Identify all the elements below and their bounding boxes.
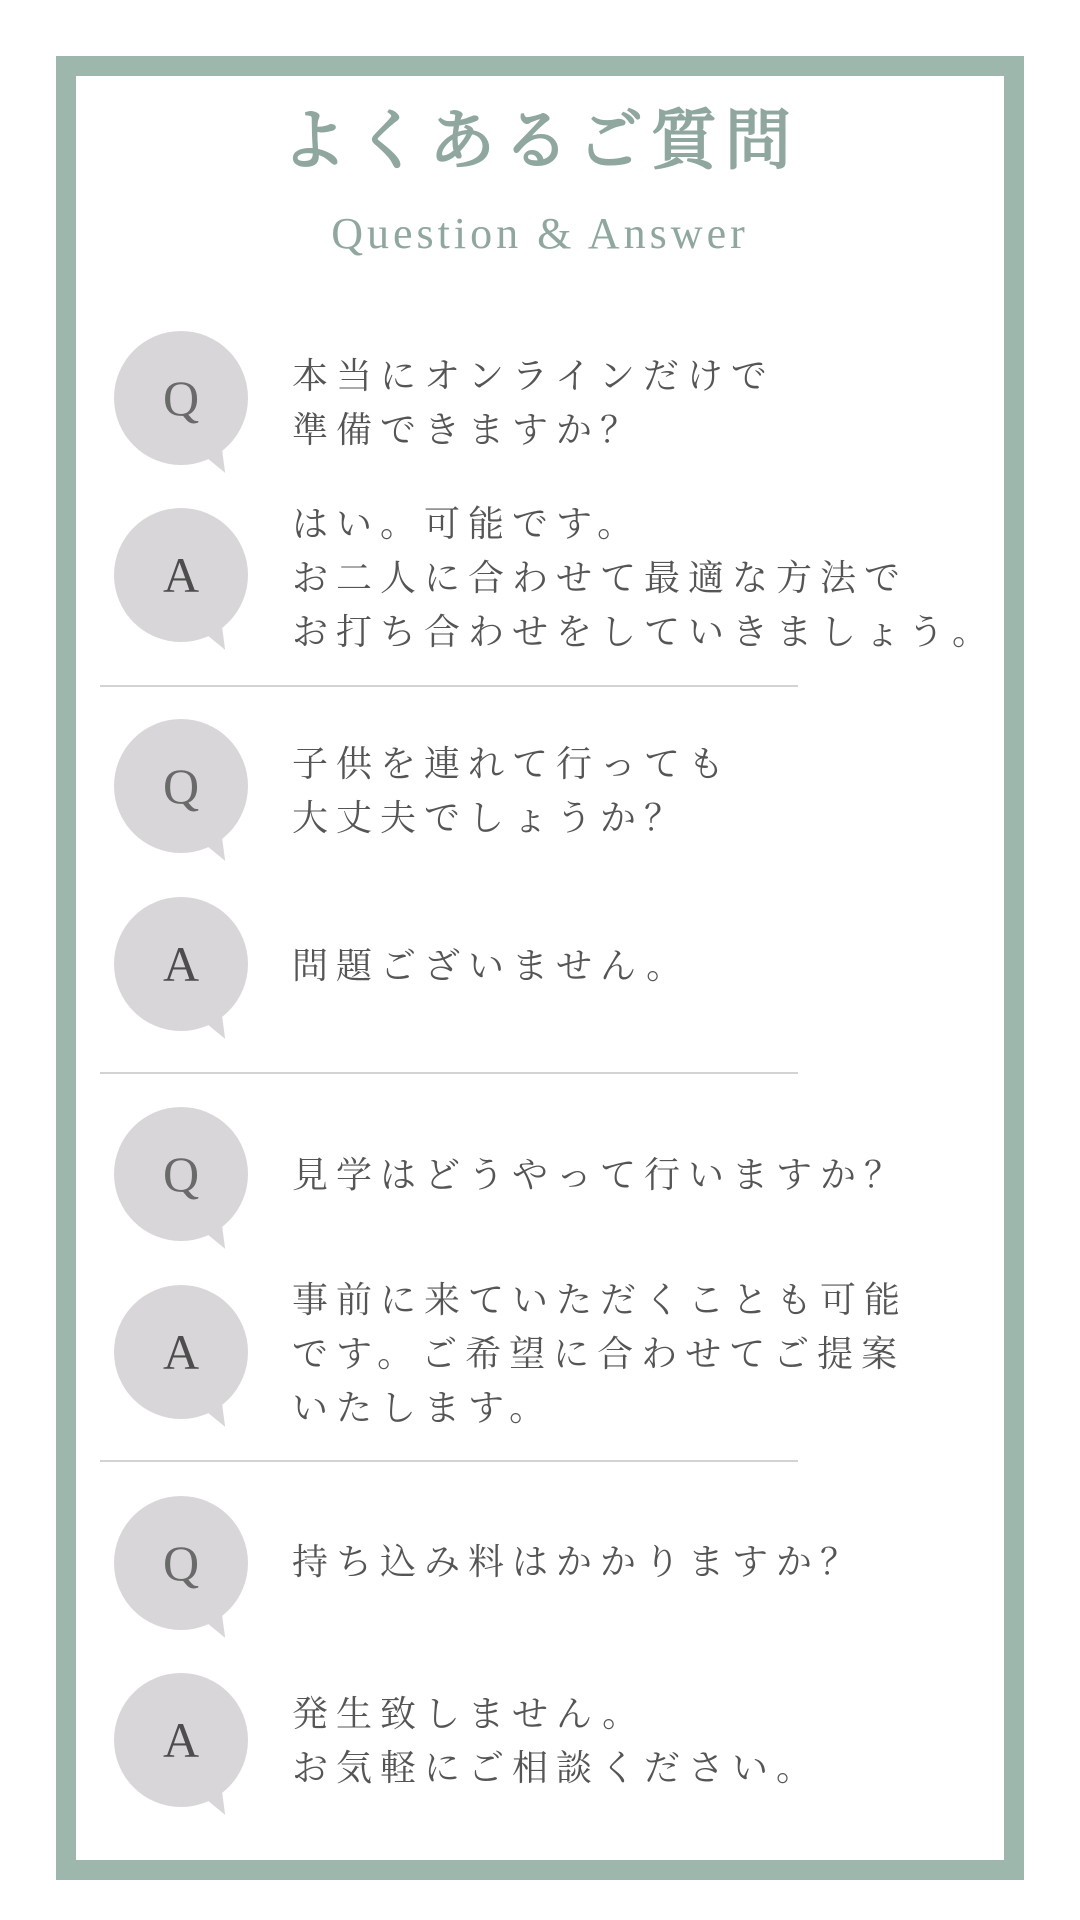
faq-divider xyxy=(100,1460,798,1462)
question-text: 子供を連れて行っても 大丈夫でしょうか？ xyxy=(292,744,733,839)
question-bubble: Q xyxy=(114,1107,248,1241)
question-text: 本当にオンラインだけで 準備できますか？ xyxy=(292,356,775,451)
answer-text: はい。可能です。 お二人に合わせて最適な方法で お打ち合わせをしていきましょう。 xyxy=(292,504,997,653)
answer-bubble: A xyxy=(114,1285,248,1419)
page-title: よくあるご質問 xyxy=(281,102,799,179)
answer-bubble: A xyxy=(114,508,248,642)
question-text: 持ち込み料はかかりますか？ xyxy=(292,1542,865,1583)
question-text: 見学はどうやって行いますか？ xyxy=(292,1155,909,1196)
answer-bubble: A xyxy=(114,897,248,1031)
answer-bubble: A xyxy=(114,1673,248,1807)
question-bubble: Q xyxy=(114,719,248,853)
faq-divider xyxy=(100,685,798,687)
answer-text: 問題ございません。 xyxy=(292,946,691,987)
question-bubble: Q xyxy=(114,1496,248,1630)
question-bubble: Q xyxy=(114,331,248,465)
page-subtitle: Question & Answer xyxy=(331,209,749,258)
answer-text: 発生致しません。 お気軽にご相談ください。 xyxy=(292,1694,821,1789)
faq-divider xyxy=(100,1072,798,1074)
answer-text: 事前に来ていただくことも可能 です。ご希望に合わせてご提案 いたします。 xyxy=(292,1280,909,1429)
